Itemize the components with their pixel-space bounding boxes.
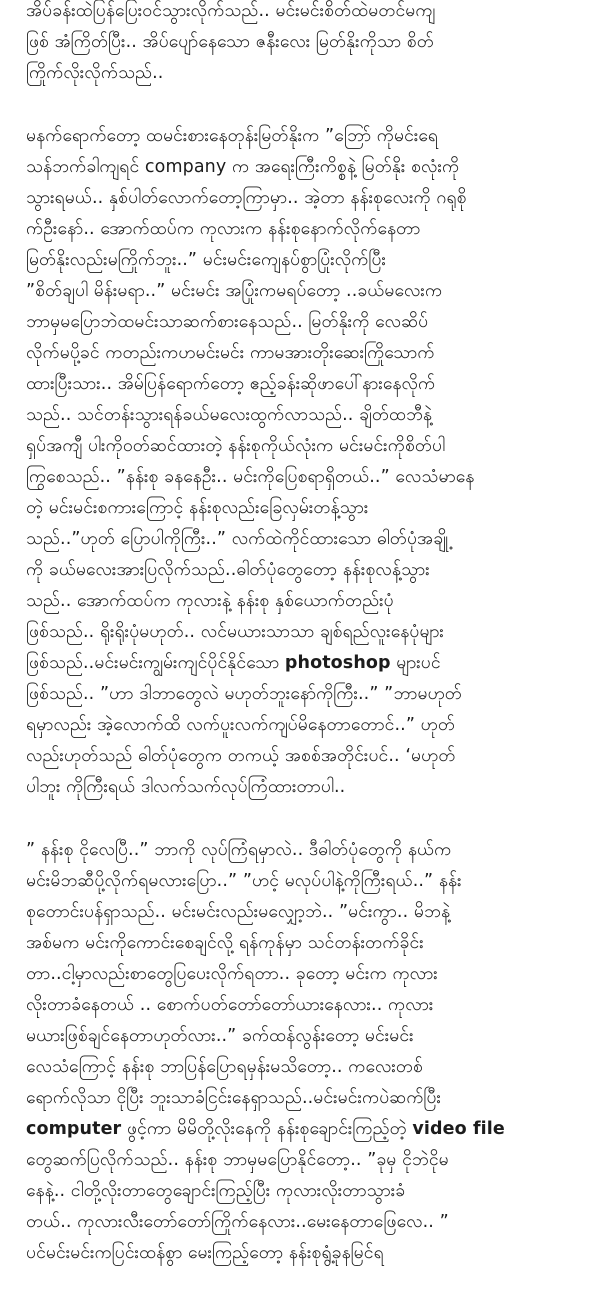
- text-line: စုတောင်းပန်ရှာသည်.. မင်းမင်းလည်းမလျှော့ဘဲ.. ”မင်းကွာ.. မိဘနဲ့: [26, 902, 451, 922]
- text-line: မယားဖြစ်ချင်နေတာဟုတ်လား..” ခက်ထန်လွန်းတော့ မင်းမင်း: [26, 1026, 414, 1046]
- text-line: သည်.. အောက်ထပ်က ကုလားနဲ့ နန်းစု နှစ်ယောက်တည်းပုံ: [26, 591, 394, 611]
- text-line: ကို ခယ်မလေးအားပြလိုက်သည်..ဓါတ်ပုံတွေတော့ နန်းစုလန့်သွား: [26, 560, 430, 580]
- text-line: က်ဦးနော်.. အောက်ထပ်က ကုလားက နန်းစုနောက်လိုက်နေတာ: [26, 219, 421, 239]
- text-line: လေသံကြောင့် နန်းစု ဘာပြန်ပြောရမှန်းမသိတော့.. ကလေးတစ်: [26, 1057, 423, 1077]
- text-line: ရှပ်အကျီ ပါးကိုဝတ်ဆင်ထားတဲ့ နန်းစုကိုယ်လုံးက မင်းမင်းကိုစိတ်ပါ: [26, 436, 446, 456]
- text-line: သည်..”ဟုတ် ပြောပါကိုကြီး..” လက်ထဲကိုင်ထားသော ဓါတ်ပုံအချို့: [26, 529, 449, 549]
- text-line: မနက်ရောက်တော့ ထမင်းစားနေတုန်းမြတ်နိုးက ”ဘြော် ကိုမင်းရေ: [26, 126, 439, 146]
- text-line: ရောက်လိုသာ ငိုပြီး ဘူးသာခံငြင်းနေရှာသည်..မင်းမင်းကပဲဆက်ပြီး: [26, 1088, 442, 1108]
- text-line: ကြွစေသည်.. ”နန်းစု ခနနေဦး.. မင်းကိုပြေစရာရှိတယ်..” လေသံမာနေ: [26, 467, 475, 487]
- text-line: ပင်မင်းမင်းကပြင်းထန်စွာ မေးကြည့်တော့ နန်းစုရွံ့ခုနမြင်ရ: [26, 1243, 384, 1263]
- paragraph: [26, 0, 592, 89]
- text-line: လိုက်မပို့ခင် ကတည်းကဟမင်းမင်း ကာမအားတိုးဆေးကြိုသောက်: [26, 343, 435, 363]
- text-line: တွေဆက်ပြလိုက်သည်.. နန်းစု ဘာမှမပြောနိုင်တော့.. ”ခုမှ ငိုဘဲငိုမ: [26, 1150, 449, 1170]
- text-line: ပါဘူး ကိုကြီးရယ် ဒါလက်သက်လုပ်ကြံထားတာပါ..: [26, 777, 346, 797]
- text-line: မင်းမိဘဆီပို့လိုက်ရမလားပြော..” ”ဟင့် မလုပ်ပါနဲ့ကိုကြီးရယ်..” နန်း: [26, 871, 462, 891]
- text-line: ရမှာလည်း အဲ့လောက်ထိ လက်ပူးလက်ကျပ်မိနေတာတောင်..” ဟုတ်: [26, 715, 456, 735]
- text-line: ဖြစ်သည်.. ”ဟာ ဒါဘာတွေလဲ မဟုတ်ဘူးနော်ကိုကြီး..” ”ဘာမဟုတ်: [26, 684, 462, 704]
- text-line: တဲ့ မင်းမင်းစကားကြောင့် နန်းစုလည်းခြေလှမ်းတန့်သွား: [26, 498, 369, 518]
- text-line: လည်းဟုတ်သည် ဓါတ်ပုံတွေက တကယ့် အစစ်အတိုင်းပင်.. ‘မဟုတ်: [26, 746, 456, 766]
- text-line: ”စိတ်ချပါ မိန်းမရာ..” မင်းမင်း အပြုံးကမရပ်တော့ ..ခယ်မလေးက: [26, 281, 443, 301]
- text-line: ထားပြီးသား.. အိမ်ပြန်ရောက်တော့ ဧည့်ခန်းဆိုဖာပေါ်နားနေလိုက်: [26, 374, 436, 394]
- text-line: သန်ဘက်ခါကျရင် company က အရေးကြီးကိစ္စနဲ့ မြတ်နိုး စလုံးကို: [26, 157, 460, 177]
- text-line: တယ်.. ကုလားလီးတော်တော်ကြိုက်နေလား..မေးနေတာဖြေလေ.. ”: [26, 1212, 449, 1232]
- text-line: သွားရမယ်.. နှစ်ပါတ်လောက်တော့ကြာမှာ.. အဲ့တာ နန်းစုလေးကို ဂရုစို: [26, 188, 467, 208]
- text-line: သည်.. သင်တန်းသွားရန်ခယ်မလေးထွက်လာသည်.. ချိတ်ထဘီနဲ့: [26, 405, 433, 425]
- text-line: လိုးတာခံနေတယ် .. စောက်ပတ်တော်တော်ယားနေလား.. ကုလား: [26, 995, 434, 1015]
- text-line: မြတ်နိုးလည်းမကြိုက်ဘူး..” မင်းမင်းကျေနပ်စွာပြုံးလိုက်ပြီး: [26, 250, 386, 270]
- text-line: တာ..ငါ့မှာလည်းစာတွေပြပေးလိုက်ရတာ.. ခုတော့ မင်းက ကုလား: [26, 964, 438, 984]
- text-line: အိပ်ခန်းထဲပြန်ပြေးဝင်သွားလိုက်သည်.. မင်းမင်းစိတ်ထဲမတင်မကျ: [26, 1, 436, 21]
- paragraph: [26, 121, 592, 803]
- text-line: ” နန်းစု ငိုလေပြီ..” ဘာကို လုပ်ကြံရမှာလဲ.. ဒီဓါတ်ပုံတွေကို နယ်က: [26, 840, 452, 860]
- text-line: အစ်မက မင်းကိုကောင်းစေချင်လို့ ရန်ကုန်မှာ သင်တန်းတက်ခိုင်း: [26, 933, 424, 953]
- text-line: computer ဖွင့်ကာ မိမိတို့လိုးနေကို နန်းစုချောင်းကြည့်တဲ့ video file: [26, 1119, 505, 1139]
- text-line: ဖြစ်သည်.. ရိုးရိုးပုံမဟုတ်.. လင်မယားသာသာ ချစ်ရည်လူးနေပုံများ: [26, 622, 444, 642]
- text-line: ဖြစ်သည်..မင်းမင်းကျွမ်းကျင်ပိုင်နိုင်သော photoshop များပင်: [26, 653, 441, 673]
- text-line: နေနဲ့.. ငါတို့လိုးတာတွေချောင်းကြည့်ပြီး ကုလားလိုးတာသွားခံ: [26, 1181, 406, 1201]
- text-line: ကြိုက်လိုးလိုက်သည်..: [26, 63, 164, 83]
- text-line: ဘာမှမပြောဘဲထမင်းသာဆက်စားနေသည်.. မြတ်နိုးကို လေဆိပ်: [26, 312, 429, 332]
- text-line: ဖြစ် အံကြိတ်ပြီး.. အိပ်ပျော်နေသော ဇနီးလေး မြတ်နိုးကိုသာ စိတ်: [26, 32, 434, 52]
- article-body: [26, 0, 592, 1301]
- paragraph: [26, 835, 592, 1269]
